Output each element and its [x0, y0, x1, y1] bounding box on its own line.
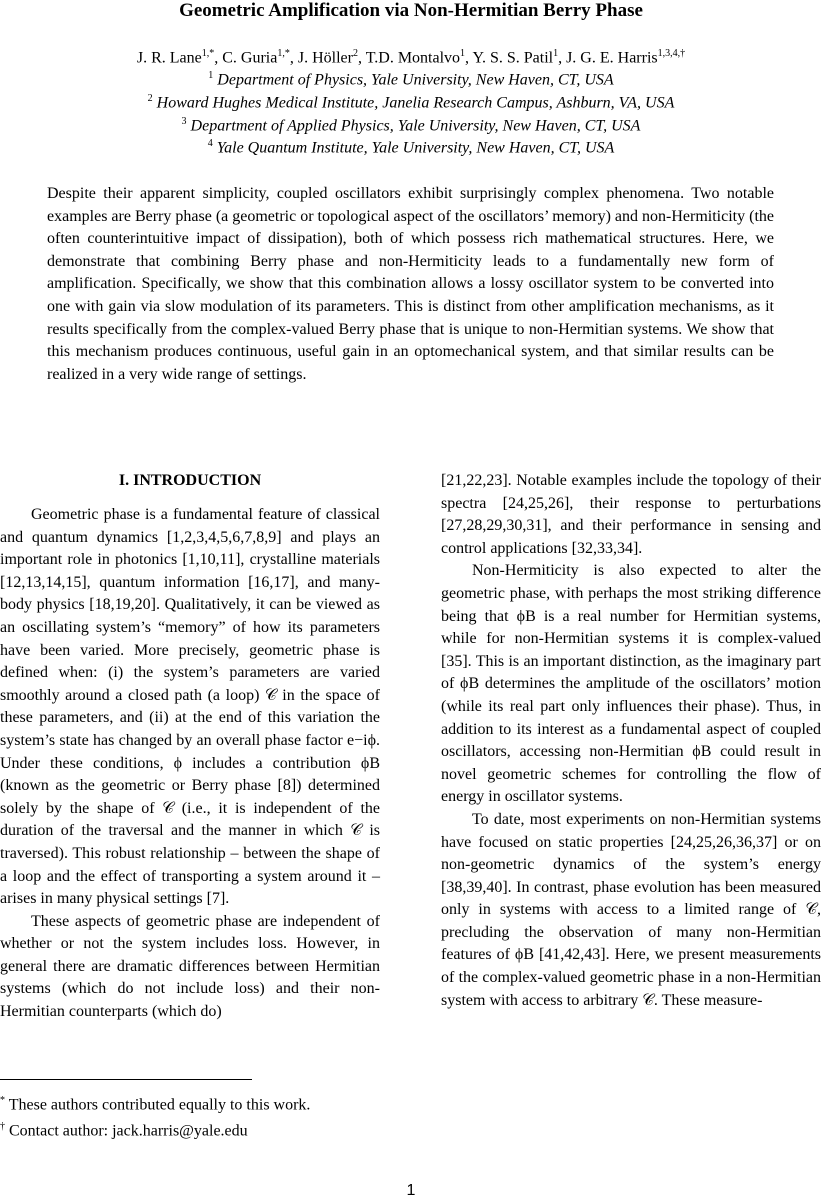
body-paragraph: These aspects of geometric phase are independent of whether or not the system includes loss. However, in general there are dramatic differences between Hermitian systems (which do not include loss) and their non-Hermitian counterparts (which do)	[0, 912, 380, 1021]
footnote-text: These authors contributed equally to this work.	[8, 1096, 311, 1114]
abstract: Despite their apparent simplicity, coupled oscillators exhibit surprisingly complex phenomena. Two notable examples are Berry phase (a geometric or topological aspect of the oscillators’ memory) and non-Hermiticity (the often counterintuitive impact of dissipation), both of which possess rich mathematical structures. Here, we demonstrate that combining Berry phase and non-Hermiticity leads to a fundamentally new form of amplification. Specifically, we show that this combination allows a lossy oscillator system to be converted into one with gain via slow modulation of its parameters. This is distinct from other amplification mechanisms, as it results specifically from the complex-valued Berry phase that is unique to non-Hermitian systems. We show that this mechanism produces continuous, useful gain in an optomechanical system, and that similar results can be realized in a very wide range of settings.	[47, 185, 774, 383]
footnotes	[0, 1090, 310, 1143]
affiliation	[0, 66, 822, 90]
footnote-divider	[0, 1079, 252, 1080]
affiliation-text: Department of Applied Physics, Yale University, New Haven, CT, USA	[190, 117, 641, 135]
body-paragraph: [21,22,23]. Notable examples include the topology of their spectra [24,25,26], their response to perturbations [27,28,29,30,31], and their performance in sensing and control applications [32,33,34].	[441, 472, 821, 557]
footnote-mark: †	[0, 1121, 5, 1133]
footnote	[0, 1116, 310, 1142]
author-name: J. Höller	[297, 49, 353, 67]
author-affiliation-mark: 1,*	[201, 48, 215, 59]
author-name: J. R. Lane	[136, 49, 202, 67]
author-name: J. G. E. Harris	[566, 49, 658, 67]
body-paragraph: Non-Hermiticity is also expected to alter the geometric phase, with perhaps the most striking difference being that ϕB is a real number for Hermitian systems, while for non-Hermitian systems it is complex-valued [35]. This is an important distinction, as the imaginary part of ϕB determines the amplitude of the oscillators’ motion (while its real part only influences their phase). Thus, in addition to its interest as a fundamental aspect of coupled oscillators, accessing non-Hermitian ϕB could result in novel geometric schemes for controlling the flow of energy in oscillator systems.	[441, 562, 821, 806]
footnote	[0, 1090, 310, 1116]
affiliation-number: 4	[207, 138, 213, 149]
right-column	[441, 470, 821, 1012]
page-number: 1	[406, 1182, 416, 1199]
body-paragraph: Geometric phase is a fundamental feature of classical and quantum dynamics [1,2,3,4,5,6,7,8,9] and plays an important role in photonics [1,10,11], crystalline materials [12,13,14,15], quantum information [16,17], and many-body physics [18,19,20]. Qualitatively, it can be viewed as an oscillating system’s “memory” of how its parameters have been varied. More precisely, geometric phase is defined when: (i) the system’s parameters are varied smoothly around a closed path (a loop) 𝒞 in the space of these parameters, and (ii) at the end of this variation the system’s state has changed by an overall phase factor e−iϕ. Under these conditions, ϕ includes a contribution ϕB (known as the geometric or Berry phase [8]) determined solely by the shape of 𝒞 (i.e., it is independent of the duration of the traversal and the manner in which 𝒞 is traversed). This robust relationship – between the shape of a loop and the effect of transporting a system around it – arises in many physical settings [7].	[0, 506, 380, 908]
author-name: Y. S. S. Patil	[472, 49, 554, 67]
author-affiliation-mark: 1	[460, 48, 466, 59]
affiliation	[0, 134, 822, 158]
footnote-text: Contact author: jack.harris@yale.edu	[9, 1122, 248, 1140]
section-heading: I. INTRODUCTION	[118, 472, 262, 489]
affiliation	[0, 89, 822, 113]
affiliation	[0, 112, 822, 136]
paper-title: Geometric Amplification via Non-Hermitian Berry Phase	[179, 0, 643, 21]
author-affiliation-mark: 2	[352, 48, 358, 59]
left-column	[0, 470, 380, 1024]
affiliation-text: Yale Quantum Institute, Yale University, New Haven, CT, USA	[216, 139, 615, 157]
affiliation-text: Department of Physics, Yale University, New Haven, CT, USA	[217, 71, 614, 89]
affiliation-number: 2	[147, 93, 153, 104]
author-name: C. Guria	[222, 49, 278, 67]
affiliation-text: Howard Hughes Medical Institute, Janelia Research Campus, Ashburn, VA, USA	[156, 94, 675, 112]
author-list: J. R. Lane$^{1,*}$, C. Guria$^{1,*}$, J. Höller$^2$, T.D. Montalvo$^1$, Y. S. S. Patil$^1$, J. G. E. Harris$^{1,3,4,\dagger}$	[136, 48, 686, 67]
body-paragraph: To date, most experiments on non-Hermitian systems have focused on static properties [24,25,26,36,37] or on non-geometric dynamics of the system’s energy [38,39,40]. In contrast, phase evolution has been measured only in systems with access to a limited range of 𝒞, precluding the observation of many non-Hermitian features of ϕB [41,42,43]. Here, we present measurements of the complex-valued geometric phase in a non-Hermitian system with access to arbitrary 𝒞. These measure-	[441, 810, 821, 1009]
author-affiliation-mark: 1,3,4,†	[657, 48, 686, 59]
author-name: T.D. Montalvo	[365, 49, 461, 67]
footnote-mark: *	[0, 1095, 5, 1106]
affiliation-number: 1	[208, 70, 214, 81]
author-affiliation-mark: 1	[553, 48, 559, 59]
author-affiliation-mark: 1,*	[277, 48, 290, 59]
affiliation-number: 3	[181, 116, 187, 127]
